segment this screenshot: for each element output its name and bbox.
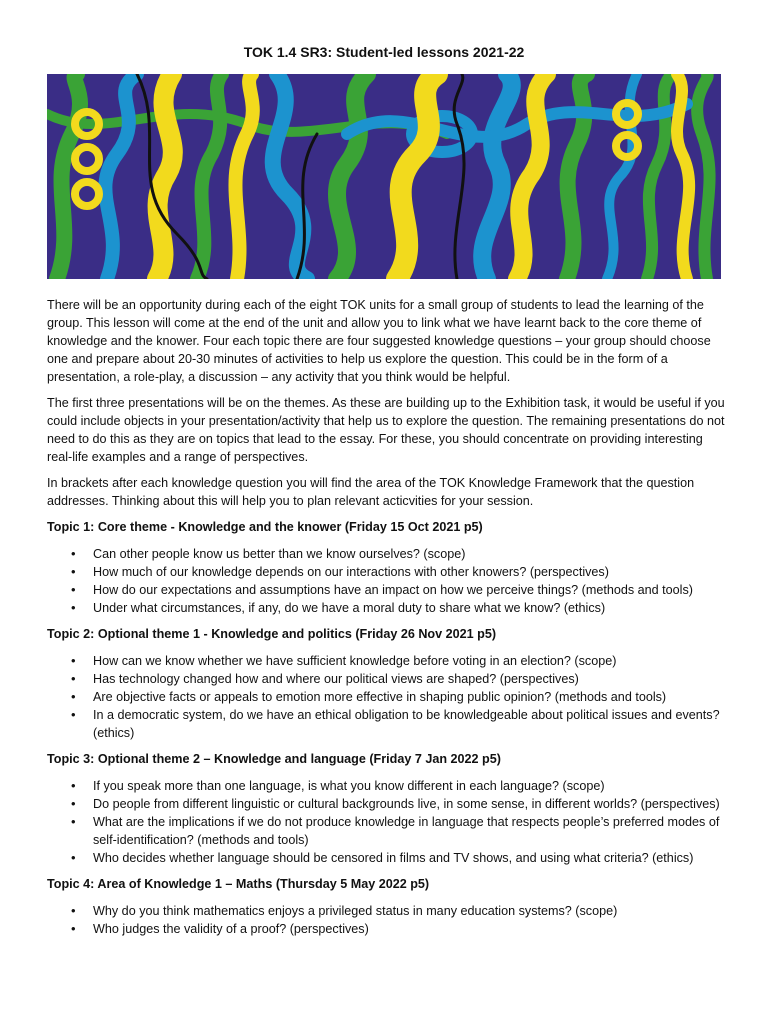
question-item: • Has technology changed how and where our political views are shaped? (perspectives) <box>47 670 727 688</box>
question-item: • How do our expectations and assumptions have an impact on how we perceive things? (methods and tools) <box>47 581 727 599</box>
decorative-banner-image <box>47 74 721 279</box>
exhibition-paragraph: The first three presentations will be on the themes. As these are building up to the Exhibition task, it would be useful if you could include objects in your presentation/activity that help us to explore the question. The remaining presentations do not need to do this as they are on topics that lead to the essay. For these, you should concentrate on providing interesting real-life examples and a range of perspectives. <box>47 396 725 464</box>
intro-paragraph: There will be an opportunity during each of the eight TOK units for a small group of students to lead the learning of the group. This lesson will come at the end of the unit and allow you to link what we have learnt back to the core theme of knowledge and the knower. Four each topic there are four suggested knowledge questions – your group should choose one and prepare about 20-30 minutes of activities to help us explore the question. This could be in the form of a presentation, a role-play, a discussion – any activity that you think would be helpful. <box>47 298 711 384</box>
topic-4-heading: Topic 4: Area of Knowledge 1 – Maths (Thursday 5 May 2022 p5) <box>47 877 430 891</box>
topic-3-questions <box>47 777 727 867</box>
question-item: • If you speak more than one language, is what you know different in each language? (scope) <box>47 777 727 795</box>
framework-paragraph: In brackets after each knowledge question you will find the area of the TOK Knowledge Framework that the question addresses. Thinking about this will help you to plan relevant acticvities for your session. <box>47 476 695 508</box>
document-body <box>47 296 727 946</box>
question-item: • Who judges the validity of a proof? (perspectives) <box>47 920 727 938</box>
abstract-art-illustration <box>47 74 721 279</box>
topic-1-questions <box>47 545 727 617</box>
question-item: • Why do you think mathematics enjoys a privileged status in many education systems? (scope) <box>47 902 727 920</box>
question-item: • In a democratic system, do we have an ethical obligation to be knowledgeable about political issues and events? (ethics) <box>47 706 727 742</box>
question-item: • Under what circumstances, if any, do we have a moral duty to share what we know? (ethics) <box>47 599 727 617</box>
question-item: • What are the implications if we do not produce knowledge in language that respects people’s preferred modes of self-identification? (methods and tools) <box>47 813 727 849</box>
question-item: • Can other people know us better than we know ourselves? (scope) <box>47 545 727 563</box>
question-item: • How much of our knowledge depends on our interactions with other knowers? (perspectives) <box>47 563 727 581</box>
question-item: • Who decides whether language should be censored in films and TV shows, and using what criteria? (ethics) <box>47 849 727 867</box>
topic-2-heading: Topic 2: Optional theme 1 - Knowledge and politics (Friday 26 Nov 2021 p5) <box>47 627 497 641</box>
topic-1-heading: Topic 1: Core theme - Knowledge and the knower (Friday 15 Oct 2021 p5) <box>47 520 483 534</box>
topic-2-questions <box>47 652 727 742</box>
document-title: TOK 1.4 SR3: Student-led lessons 2021-22 <box>243 44 525 60</box>
question-item: • Do people from different linguistic or cultural backgrounds live, in some sense, in different worlds? (perspectives) <box>47 795 727 813</box>
topic-3-heading: Topic 3: Optional theme 2 – Knowledge and language (Friday 7 Jan 2022 p5) <box>47 752 501 766</box>
question-item: • Are objective facts or appeals to emotion more effective in shaping public opinion? (methods and tools) <box>47 688 727 706</box>
topic-4-questions <box>47 902 727 938</box>
question-item: • How can we know whether we have sufficient knowledge before voting in an election? (scope) <box>47 652 727 670</box>
